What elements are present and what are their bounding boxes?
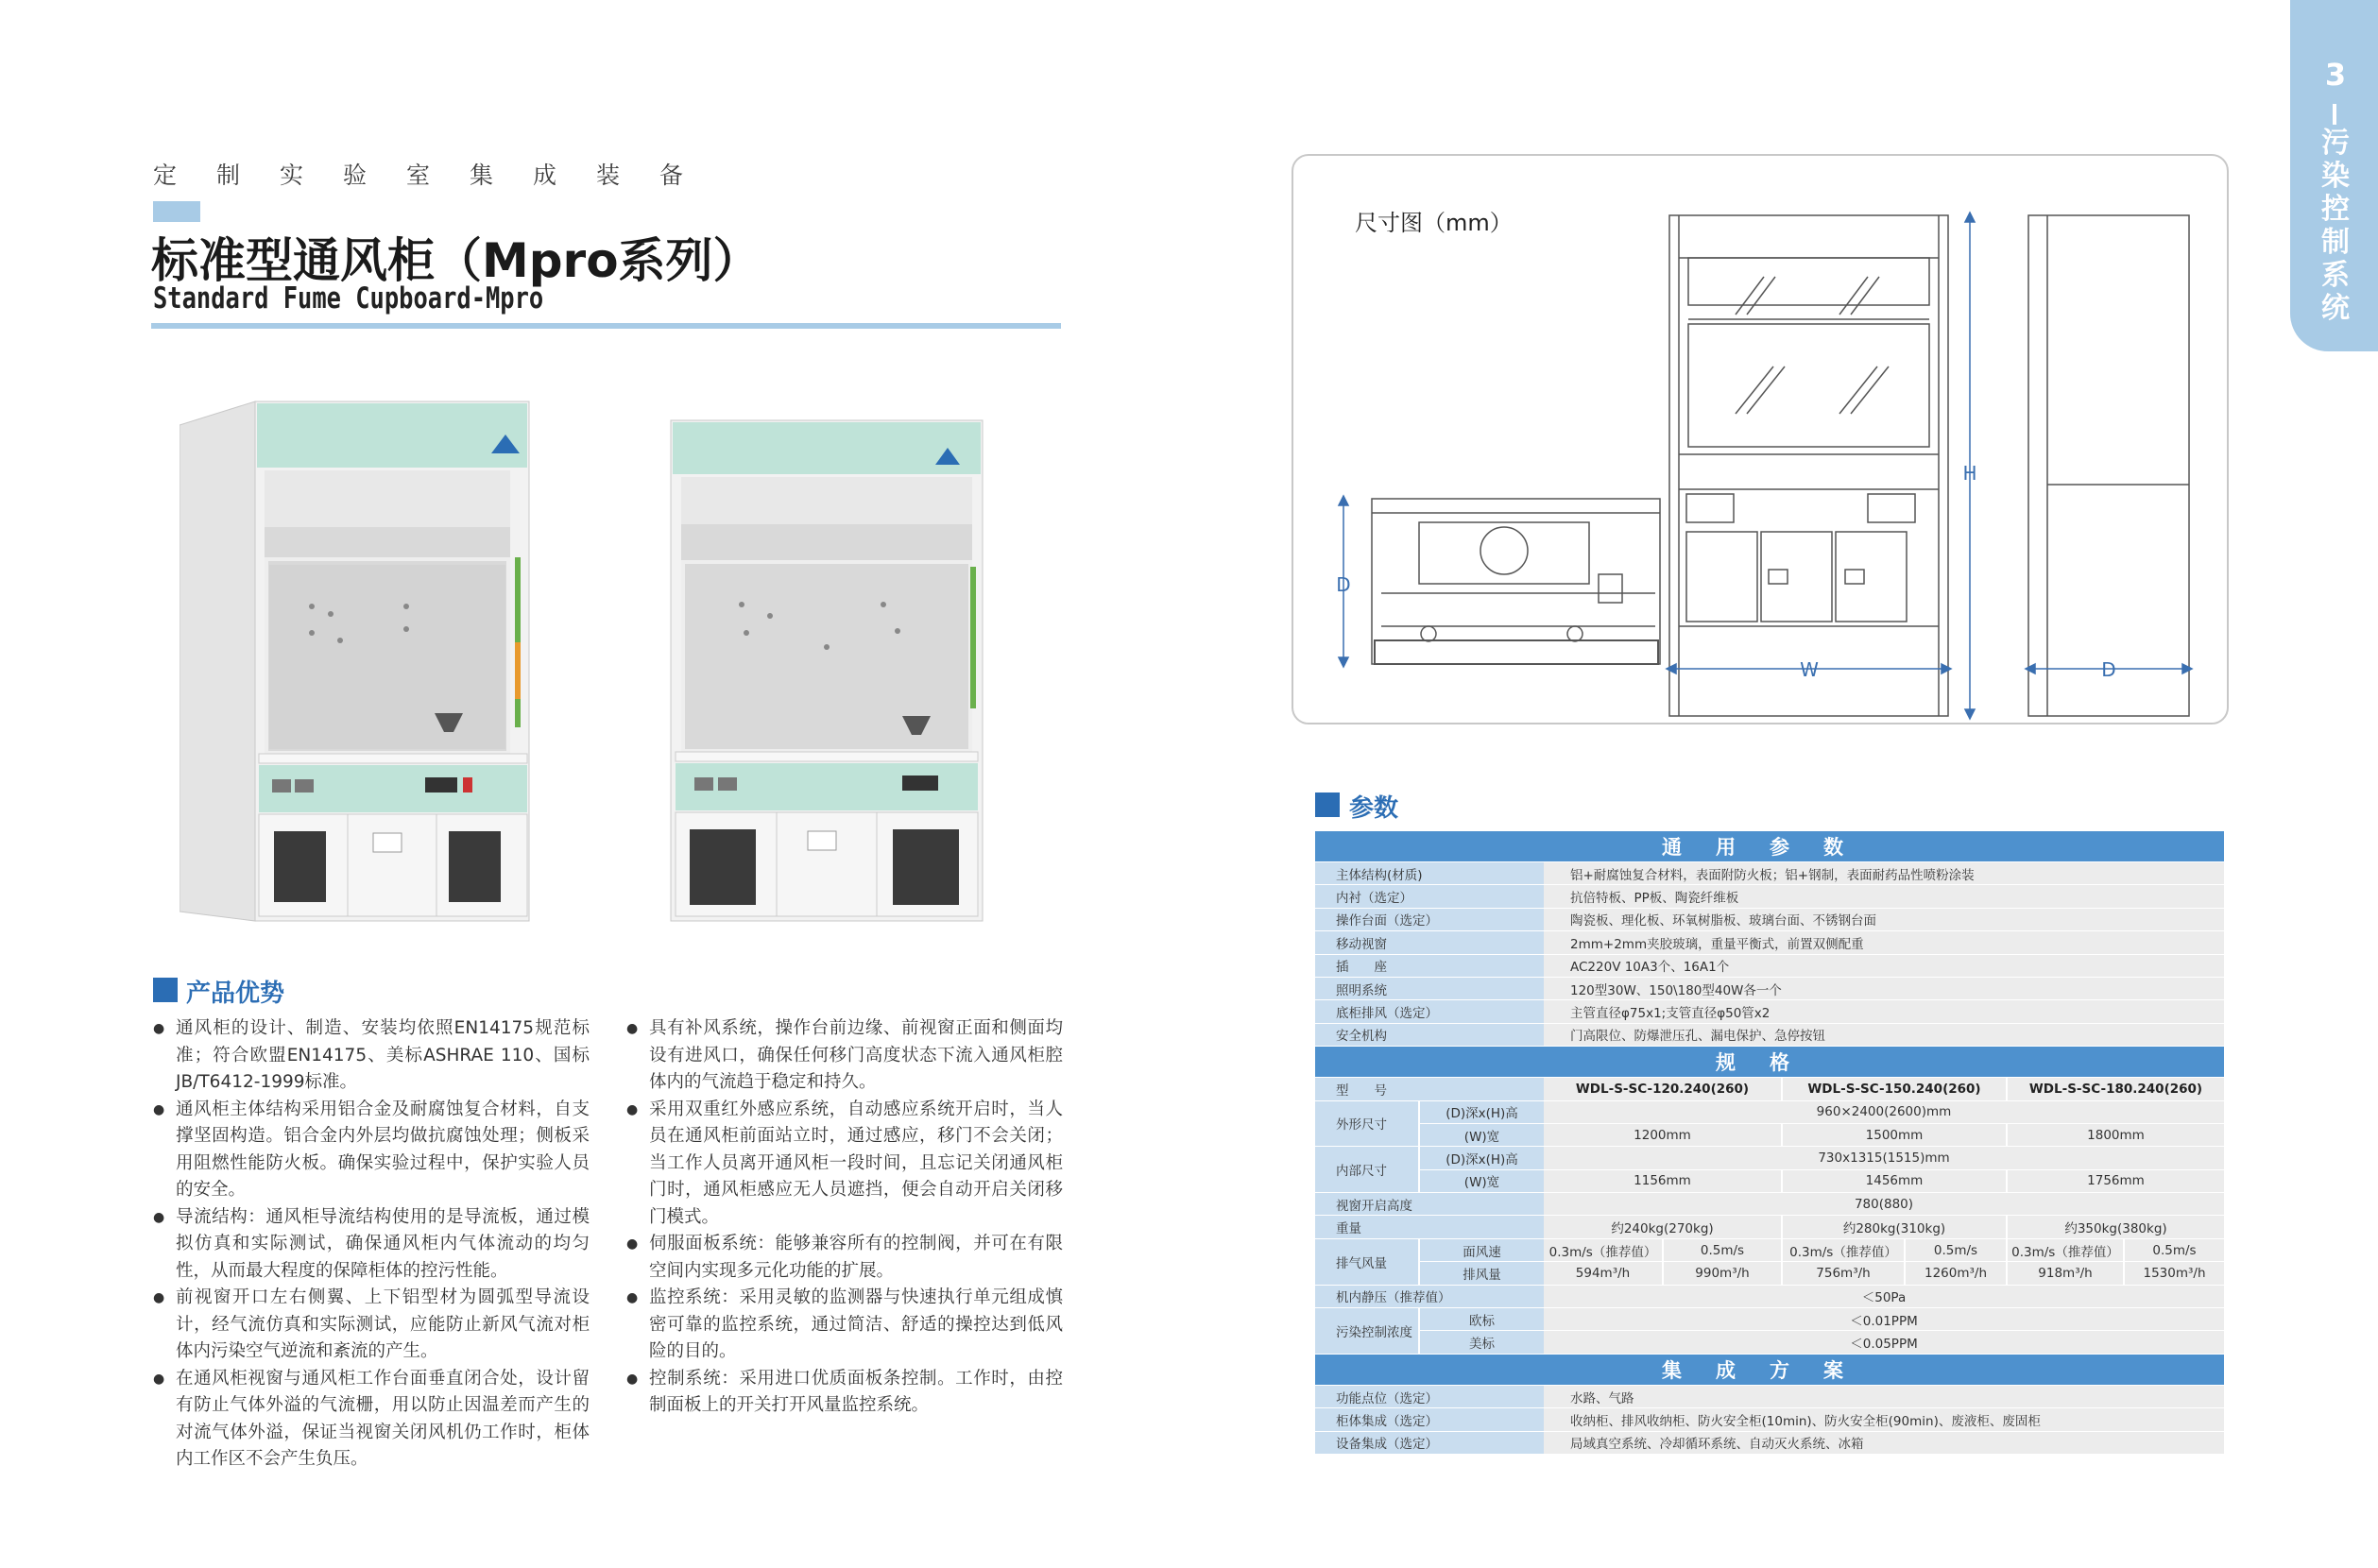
integration-header: 集成方案: [1315, 1354, 2224, 1385]
exhaust-volume-value: 756m³/h: [1782, 1262, 1905, 1285]
dimension-label-d-left: D: [1336, 573, 1351, 596]
static-pressure-value: ＜50Pa: [1544, 1285, 2224, 1307]
params-title: 参数: [1349, 794, 1399, 823]
eu-standard-label: 欧标: [1419, 1308, 1544, 1331]
fume-cupboard-image-angled: [180, 397, 539, 926]
face-velocity-value: 0.3m/s（推荐值）: [2007, 1238, 2124, 1261]
face-velocity-value: 0.3m/s（推荐值）: [1782, 1238, 1905, 1261]
general-params-header: 通用参数: [1315, 831, 2224, 862]
integration-value: 局域真空系统、冷却循环系统、自动灭火系统、冰箱: [1544, 1431, 2224, 1454]
exhaust-volume-label: 排风量: [1419, 1262, 1544, 1285]
dimension-label-w: W: [1800, 658, 1819, 681]
integration-label: 功能点位（选定）: [1315, 1385, 1544, 1407]
param-label: 内衬（选定）: [1315, 885, 1544, 908]
weight-value: 约350kg(380kg): [2007, 1216, 2224, 1238]
advantage-item: ● 监控系统：采用灵敏的监测器与快速执行单元组成慎密可靠的监控系统，通过简洁、舒适的操控达到低风险的目的。: [626, 1285, 1063, 1366]
advantage-item: ● 伺服面板系统：能够兼容所有的控制阀，并可在有限空间内实现多元化功能的扩展。: [626, 1231, 1063, 1285]
advantage-item: ● 通风柜的设计、制造、安装均依照EN14175规范标准；符合欧盟EN14175、美标ASHRAE 110、国标JB/T6412-1999标准。: [153, 1015, 590, 1097]
window-height-label: 视窗开启高度: [1315, 1193, 1544, 1216]
exhaust-volume-value: 594m³/h: [1544, 1262, 1663, 1285]
advantages-list-right: [626, 1015, 1063, 1420]
outer-dh-value: 960×2400(2600)mm: [1544, 1100, 2224, 1123]
integration-label: 设备集成（选定）: [1315, 1431, 1544, 1454]
outer-w-value: 1800mm: [2007, 1123, 2224, 1146]
params-marker: [1315, 793, 1340, 817]
outer-w-value: 1500mm: [1782, 1123, 2007, 1146]
model-name: WDL-S-SC-150.240(260): [1782, 1078, 2007, 1100]
param-value: 门高限位、防爆泄压孔、漏电保护、急停按钮: [1544, 1023, 2224, 1046]
integration-label: 柜体集成（选定）: [1315, 1408, 1544, 1431]
chapter-number: 3: [2324, 57, 2347, 93]
param-value: AC220V 10A3个、16A1个: [1544, 954, 2224, 977]
integration-value: 水路、气路: [1544, 1385, 2224, 1407]
param-value: 陶瓷板、理化板、环氧树脂板、玻璃台面、不锈钢台面: [1544, 908, 2224, 930]
inner-w-value: 1756mm: [2007, 1169, 2224, 1192]
inner-w-value: 1456mm: [1782, 1169, 2007, 1192]
param-value: 2mm+2mm夹胶玻璃，重量平衡式，前置双侧配重: [1544, 931, 2224, 954]
static-pressure-label: 机内静压（推荐值）: [1315, 1285, 1544, 1307]
dimension-label-h: H: [1962, 462, 1977, 485]
exhaust-volume-value: 918m³/h: [2007, 1262, 2124, 1285]
advantage-item: ● 前视窗开口左右侧翼、上下铝型材为圆弧型导流设计，经气流仿真和实际测试，应能防止新风气流对柜体内污染空气逆流和紊流的产生。: [153, 1285, 590, 1366]
title-divider: [151, 323, 1061, 329]
outer-size-label: 外形尺寸: [1315, 1100, 1419, 1147]
advantages-list-left: [153, 1015, 590, 1474]
dimension-drawing: [1292, 154, 2227, 721]
param-label: 主体结构(材质): [1315, 862, 1544, 885]
window-height-value: 780(880): [1544, 1193, 2224, 1216]
face-velocity-value: 0.5m/s: [1905, 1238, 2007, 1261]
chapter-dash: [2333, 104, 2336, 125]
exhaust-label: 排气风量: [1315, 1238, 1419, 1285]
weight-value: 约240kg(270kg): [1544, 1216, 1782, 1238]
advantage-item: ● 在通风柜视窗与通风柜工作台面垂直闭合处，设计留有防止气体外溢的气流栅，用以防止因温差而产生的对流气体外溢，保证当视窗关闭风机仍工作时，柜体内工作区不会产生负压。: [153, 1366, 590, 1474]
us-standard-label: 美标: [1419, 1331, 1544, 1354]
param-value: 主管直径φ75x1;支管直径φ50管x2: [1544, 1000, 2224, 1023]
param-label: 移动视窗: [1315, 931, 1544, 954]
advantage-item: ● 采用双重红外感应系统，自动感应系统开启时，当人员在通风柜前面站立时，通过感应，移门不会关闭；当工作人员离开通风柜一段时间，且忘记关闭通风柜门时，通风柜感应无人员遮挡，便会自动开启关闭移门模式。: [626, 1097, 1063, 1232]
param-label: 插 座: [1315, 954, 1544, 977]
inner-size-label: 内部尺寸: [1315, 1147, 1419, 1193]
us-standard-value: ＜0.05PPM: [1544, 1331, 2224, 1354]
exhaust-volume-value: 1530m³/h: [2124, 1262, 2224, 1285]
param-label: 底柜排风（选定）: [1315, 1000, 1544, 1023]
exhaust-volume-value: 1260m³/h: [1905, 1262, 2007, 1285]
fume-cupboard-image-front: [666, 416, 987, 926]
outer-w-label: (W)宽: [1419, 1123, 1544, 1146]
pollution-label: 污染控制浓度: [1315, 1308, 1419, 1355]
outer-dh-label: (D)深x(H)高: [1419, 1100, 1544, 1123]
advantage-item: ● 控制系统：采用进口优质面板条控制。工作时，由控制面板上的开关打开风量监控系统。: [626, 1366, 1063, 1420]
weight-value: 约280kg(310kg): [1782, 1216, 2007, 1238]
exhaust-volume-value: 990m³/h: [1663, 1262, 1782, 1285]
param-value: 120型30W、150\180型40W各一个: [1544, 977, 2224, 999]
dimension-label-d-right: D: [2101, 658, 2116, 681]
advantage-item: ● 通风柜主体结构采用铝合金及耐腐蚀复合材料，自支撑坚固构造。铝合金内外层均做抗腐蚀处理；侧板采用阻燃性能防火板。确保实验过程中，保护实验人员的安全。: [153, 1097, 590, 1204]
inner-w-label: (W)宽: [1419, 1169, 1544, 1192]
outer-w-value: 1200mm: [1544, 1123, 1782, 1146]
inner-dh-value: 730x1315(1515)mm: [1544, 1147, 2224, 1169]
integration-value: 收纳柜、排风收纳柜、防火安全柜(10min)、防火安全柜(90min)、废液柜、废固柜: [1544, 1408, 2224, 1431]
face-velocity-value: 0.5m/s: [1663, 1238, 1782, 1261]
params-table: [1315, 831, 2224, 1455]
weight-label: 重量: [1315, 1216, 1544, 1238]
param-label: 安全机构: [1315, 1023, 1544, 1046]
param-value: 铝+耐腐蚀复合材料，表面附防火板；铝+钢制，表面耐药品性喷粉涂装: [1544, 862, 2224, 885]
face-velocity-value: 0.5m/s: [2124, 1238, 2224, 1261]
param-label: 照明系统: [1315, 977, 1544, 999]
inner-dh-label: (D)深x(H)高: [1419, 1147, 1544, 1169]
advantage-item: ● 具有补风系统，操作台前边缘、前视窗正面和侧面均设有进风口，确保任何移门高度状态下流入通风柜腔体内的气流趋于稳定和持久。: [626, 1015, 1063, 1097]
page-title: 标准型通风柜（Mpro系列）: [151, 233, 761, 288]
title-accent-bar: [153, 201, 200, 222]
advantage-item: ● 导流结构：通风柜导流结构使用的是导流板，通过模拟仿真和实际测试，确保通风柜内气体流动的均匀性，从而最大程度的保障柜体的控污性能。: [153, 1204, 590, 1286]
model-name: WDL-S-SC-120.240(260): [1544, 1078, 1782, 1100]
chapter-label: 污染控制系统: [2321, 127, 2350, 325]
dimension-drawing-title: 尺寸图（mm）: [1355, 210, 1513, 236]
face-velocity-label: 面风速: [1419, 1238, 1544, 1261]
param-value: 抗倍特板、PP板、陶瓷纤维板: [1544, 885, 2224, 908]
face-velocity-value: 0.3m/s（推荐值）: [1544, 1238, 1663, 1261]
advantages-title: 产品优势: [186, 980, 285, 1008]
page-subtitle-en: Standard Fume Cupboard-Mpro: [153, 281, 544, 315]
spec-params-header: 规格: [1315, 1047, 2224, 1078]
param-label: 操作台面（选定）: [1315, 908, 1544, 930]
inner-w-value: 1156mm: [1544, 1169, 1782, 1192]
advantages-marker: [153, 978, 178, 1002]
catalog-kicker: 定制实验室集成装备: [153, 162, 724, 189]
model-label: 型 号: [1315, 1078, 1544, 1100]
model-name: WDL-S-SC-180.240(260): [2007, 1078, 2224, 1100]
eu-standard-value: ＜0.01PPM: [1544, 1308, 2224, 1331]
